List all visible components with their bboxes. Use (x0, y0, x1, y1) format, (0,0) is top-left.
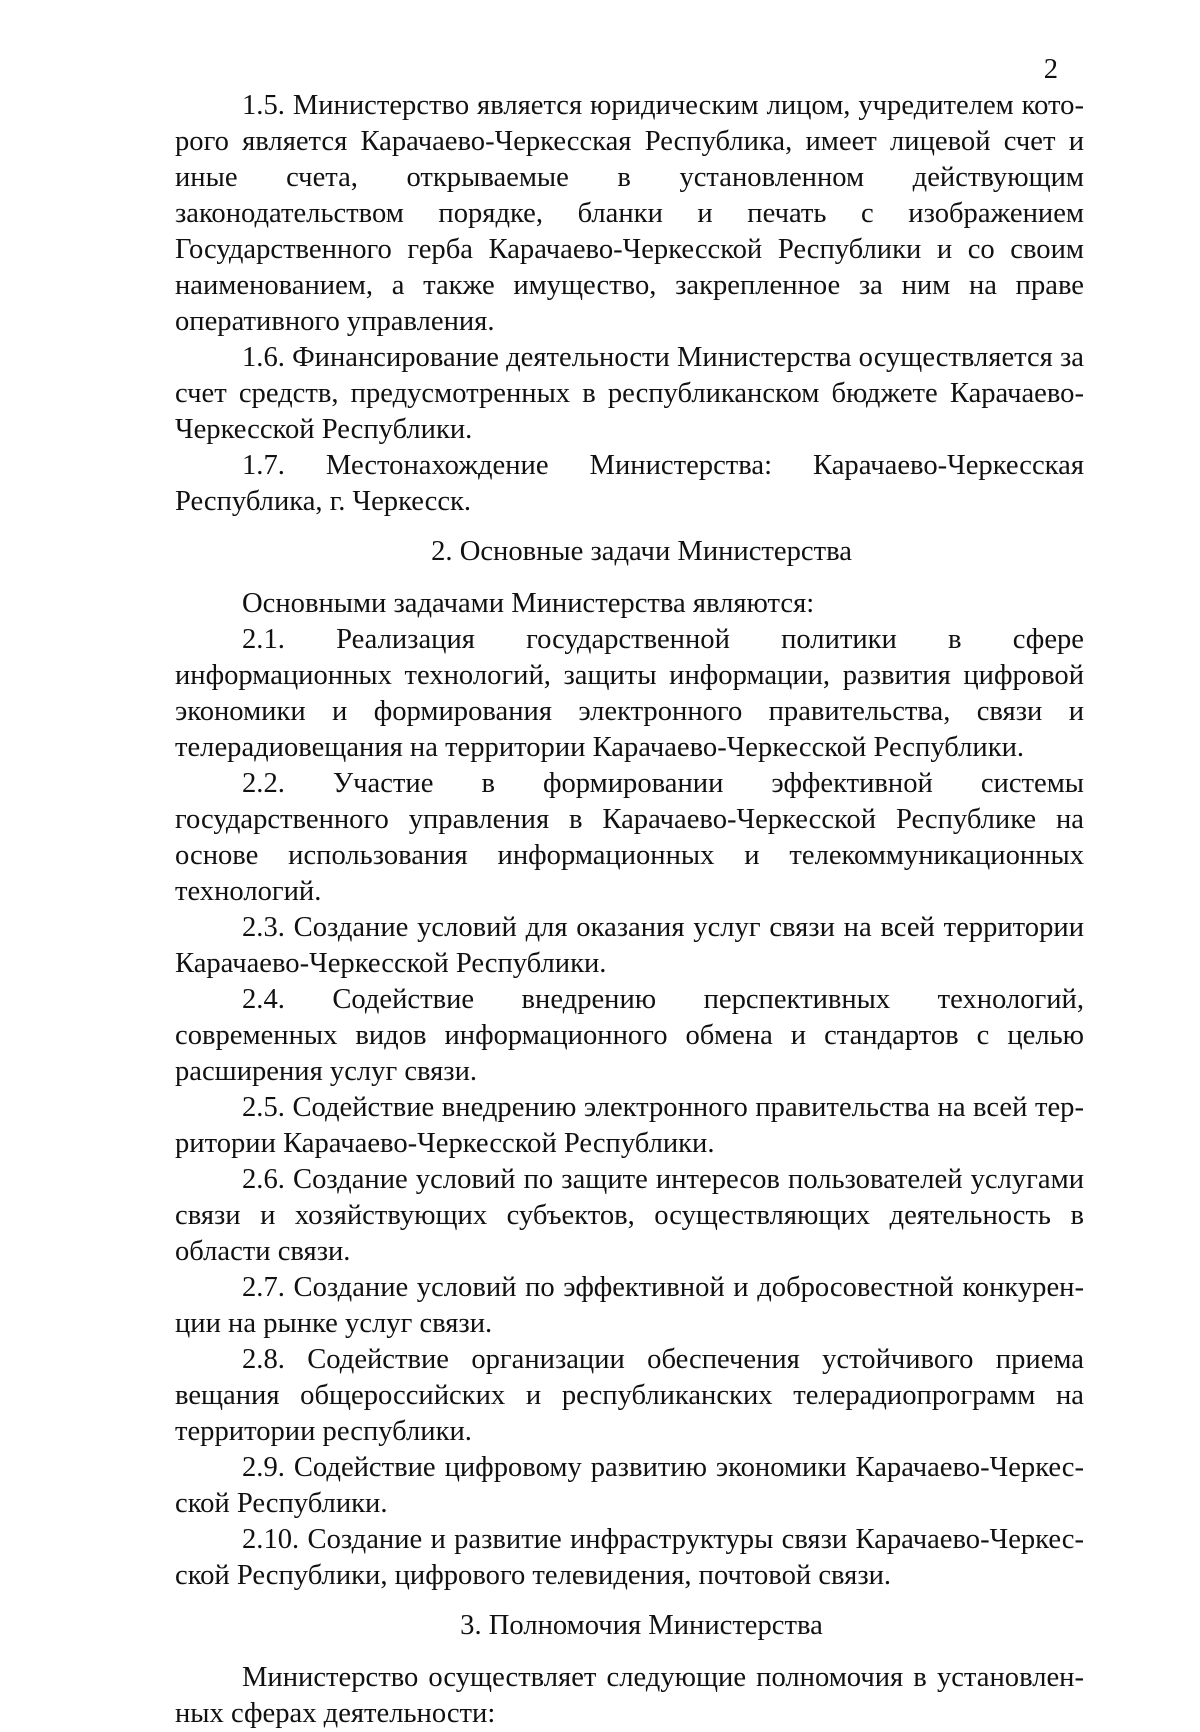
paragraph-2-2: 2.2. Участие в формировании эффективной системы государственного управления в Карачаево-Черкесской Республике на основе использования информационных и телекоммуникационных технологий. (175, 768, 1084, 907)
section-heading: 2. Основные задачи Министерства (431, 536, 852, 567)
paragraph-powers-intro: Министерство осуществляет следующие полномочия в установленных сферах деятельности: (175, 1662, 1084, 1729)
paragraph-2-6: 2.6. Создание условий по защите интересов пользователей услугами связи и хозяйствующих субъектов, осуществляющих деятельность в области связи. (175, 1164, 1084, 1267)
page-number: 2 (1043, 54, 1058, 85)
paragraph-2-10: 2.10. Создание и развитие инфраструктуры связи Карачаево-Черкесской Республики, цифрового телевидения, почтовой связи. (175, 1524, 1084, 1591)
paragraph-2-7: 2.7. Создание условий по эффективной и добросовестной конкуренции на рынке услуг связи. (175, 1272, 1084, 1339)
section-main-tasks (175, 534, 1084, 1594)
paragraph-1-7: 1.7. Местонахождение Министерства: Карачаево-Черкесская Республика, г. Черкесск. (175, 450, 1084, 517)
paragraph-2-8: 2.8. Содействие организации обеспечения устойчивого приема вещания общероссийских и республиканских телерадиопрограмм на территории республики. (175, 1344, 1084, 1447)
paragraph-1-5: 1.5. Министерство является юридическим лицом, учредителем которого является Карачаево-Черкесская Республика, имеет лицевой счет и иные счета, открываемые в установленном действующим законодательством порядке, бланки и печать с изображением Государственного герба Карачаево-Черкесской Республики и со своим наименованием, а также имущество, закрепленное за ним на праве оперативного управления. (175, 90, 1084, 337)
paragraph-2-4: 2.4. Содействие внедрению перспективных технологий, современных видов информационного обмена и стандартов с целью расширения услуг связи. (175, 984, 1084, 1087)
paragraph-2-1: 2.1. Реализация государственной политики в сфере информационных технологий, защиты информации, развития цифровой экономики и формирования электронного правительства, связи и телерадиовещания на территории Карачаево-Черкесской Республики. (175, 624, 1084, 763)
paragraph-1-6: 1.6. Финансирование деятельности Министерства осуществляется за счет средств, предусмотренных в республиканском бюджете Карачаево-Черкесской Республики. (175, 342, 1084, 445)
section-powers (175, 1608, 1084, 1732)
paragraph-2-5: 2.5. Содействие внедрению электронного правительства на всей территории Карачаево-Черкесской Республики. (175, 1092, 1084, 1159)
paragraph-2-9: 2.9. Содействие цифровому развитию экономики Карачаево-Черкесской Республики. (175, 1452, 1084, 1519)
paragraph-2-3: 2.3. Создание условий для оказания услуг связи на всей территории Карачаево-Черкесской Республики. (175, 912, 1084, 979)
section-heading: 3. Полномочия Министерства (460, 1610, 823, 1641)
section-general-provisions (175, 88, 1084, 520)
paragraph-intro: Основными задачами Министерства являются: (242, 588, 815, 619)
